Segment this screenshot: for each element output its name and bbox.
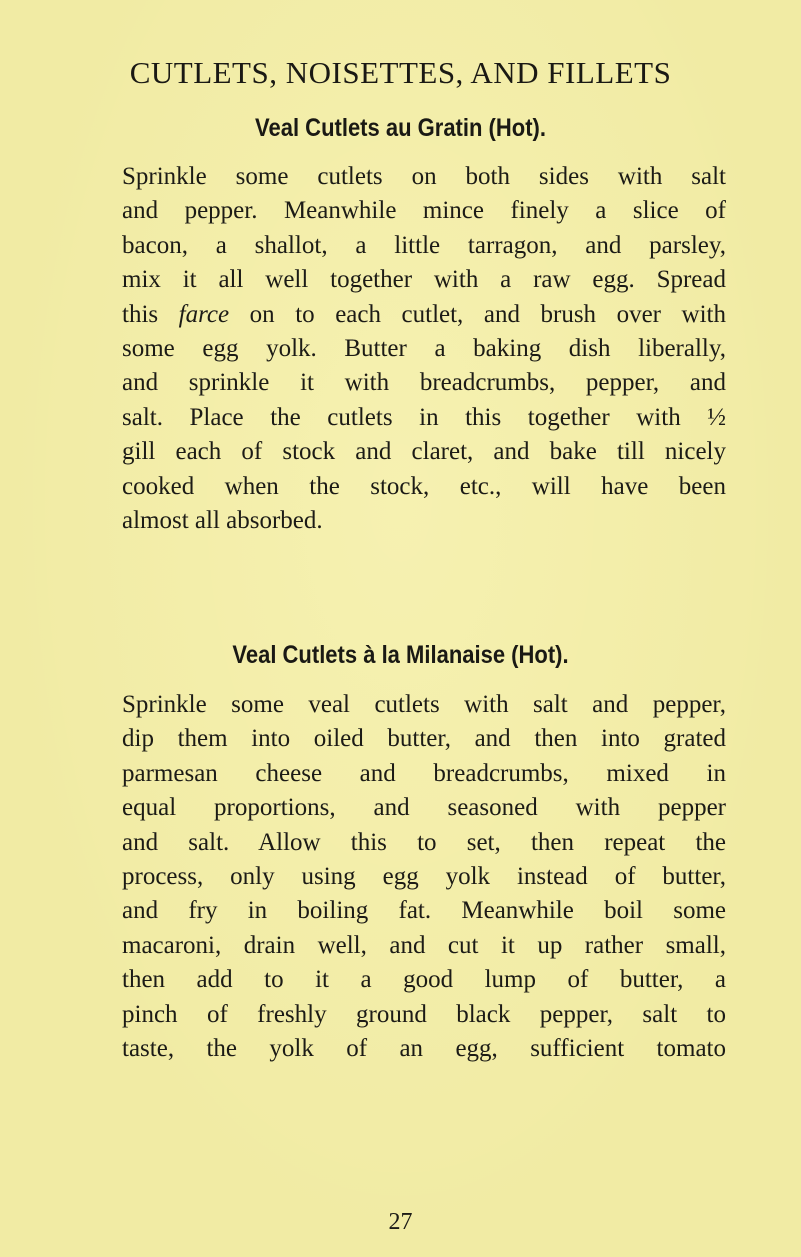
running-head: CUTLETS, NOISETTES, AND FILLETS [129,55,672,90]
text-line: salt. Place the cutlets in this together with ½ [122,403,726,431]
text-fragment: this [122,300,159,328]
recipe-title-veal-cutlets-a-la-milanaise: Veal Cutlets à la Milanaise (Hot). [232,641,569,669]
text-line: bacon, a shallot, a little tarragon, and parsley, [122,231,726,259]
recipe-body-veal-cutlets-a-la-milanaise [122,688,726,1066]
text-line: gill each of stock and claret, and bake till nicely [122,438,726,466]
text-line: macaroni, drain well, and cut it up rather small, [122,931,726,959]
italic-term-farce: farce [178,300,230,328]
text-line: mix it all well together with a raw egg. Spread [122,266,726,294]
text-line: then add to it a good lump of butter, a [122,966,726,994]
text-line: equal proportions, and seasoned with pepper [122,794,726,822]
text-line: Sprinkle some cutlets on both sides with salt [122,163,726,190]
text-line: almost all absorbed. [122,506,323,534]
text-line: some egg yolk. Butter a baking dish liberally, [122,334,726,362]
page-number: 27 [388,1209,413,1235]
text-line: and salt. Allow this to set, then repeat the [122,828,726,856]
recipe-body-veal-cutlets-au-gratin [122,160,726,538]
text-line: and pepper. Meanwhile mince finely a slice of [122,197,726,225]
text-line: and fry in boiling fat. Meanwhile boil some [122,897,726,925]
text-line: parmesan cheese and breadcrumbs, mixed in [122,759,726,787]
text-line: Sprinkle some veal cutlets with salt and pepper, [122,691,726,718]
text-line: cooked when the stock, etc., will have been [122,472,726,500]
text-line: and sprinkle it with breadcrumbs, pepper, and [122,369,726,397]
text-line [122,298,726,332]
recipe-title-veal-cutlets-au-gratin: Veal Cutlets au Gratin (Hot). [255,114,546,142]
text-fragment: on to each cutlet, and brush over with [249,300,726,328]
text-line: pinch of freshly ground black pepper, salt to [122,1000,726,1028]
text-line: dip them into oiled butter, and then into grated [122,725,726,753]
text-line: taste, the yolk of an egg, sufficient tomato [122,1034,726,1062]
text-line: process, only using egg yolk instead of butter, [122,862,726,890]
